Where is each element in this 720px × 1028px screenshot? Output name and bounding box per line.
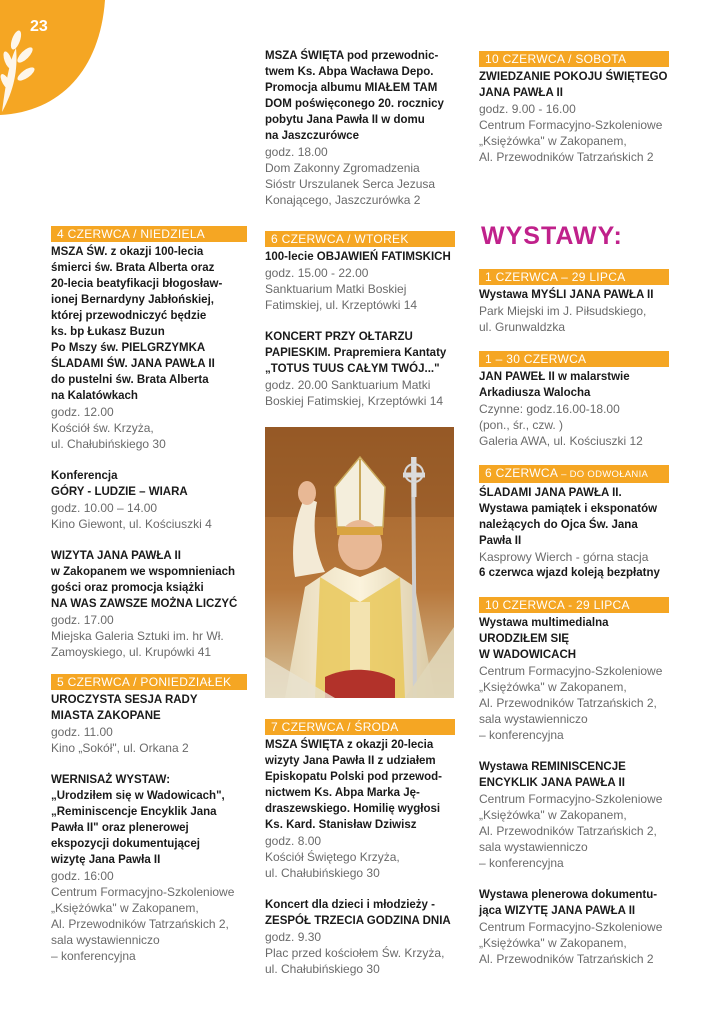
event: [51, 548, 247, 660]
event: [51, 692, 247, 756]
event-title: WERNISAŻ WYSTAW: „Urodziłem się w Wadowicach", „Reminiscencje Encyklik Jana Pawła II" oraz plenerowej ekspozycji dokumentującej wizytę Jana Pawła II: [51, 774, 225, 866]
event-title: JAN PAWEŁ II w malarstwie Arkadiusza Walocha: [479, 371, 630, 399]
event-details: Park Miejski im J. Piłsudskiego, ul. Grunwaldzka: [479, 304, 647, 334]
date-bar: 10 CZERWCA - 29 LIPCA: [479, 597, 669, 615]
event-title: Wystawa MYŚLI JANA PAWŁA II: [479, 289, 654, 301]
event: [479, 615, 669, 743]
corner-decoration: [0, 0, 105, 115]
event-details: godz. 17.00 Miejska Galeria Sztuki im. hr Wł. Zamoyskiego, ul. Krupówki 41: [51, 613, 224, 659]
event-details: godz. 9.00 - 16.00 Centrum Formacyjno-Szkoleniowe „Księżówka" w Zakopanem, Al. Przewodników Tatrzańskich 2: [479, 102, 663, 164]
event: [265, 737, 455, 881]
event: [265, 48, 465, 208]
date-bar: 4 CZERWCA / NIEDZIELA: [51, 226, 247, 244]
event-details: godz. 9.30 Plac przed kościołem Św. Krzyża, ul. Chałubińskiego 30: [265, 930, 445, 976]
event-title: Wystawa multimedialna URODZIŁEM SIĘ W WADOWICACH: [479, 617, 609, 661]
event-details: Centrum Formacyjno-Szkoleniowe „Księżówka" w Zakopanem, Al. Przewodników Tatrzańskich 2, sala wystawienniczo – konferencyjna: [479, 792, 663, 870]
column-2: [265, 48, 465, 208]
event-details: Kasprowy Wierch - górna stacja: [479, 550, 649, 564]
event-title: MSZA ŚWIĘTA pod przewodnic- twem Ks. Abpa Wacława Depo. Promocja albumu MIAŁEM TAM DOM poświęconego 20. rocznicy pobytu Jana Pawła II w domu na Jaszczurówce: [265, 50, 444, 142]
event: [479, 759, 669, 871]
event-title: ŚLADAMI JANA PAWŁA II. Wystawa pamiątek i eksponatów należących do Ojca Św. Jana Pawła II: [479, 487, 658, 547]
event-details: Centrum Formacyjno-Szkoleniowe „Księżówka" w Zakopanem, Al. Przewodników Tatrzańskich 2, sala wystawienniczo – konferencyjna: [479, 664, 663, 742]
date-bar: 7 CZERWCA / ŚRODA: [265, 719, 455, 737]
event-title: MSZA ŚWIĘTA z okazji 20-lecia wizyty Jana Pawła II z udziałem Episkopatu Polski pod przewod- nictwem Ks. Abpa Marka Ję- draszewskiego. Homilię wygłosi Ks. Kard. Stanisław Dziwisz: [265, 739, 442, 831]
event: [51, 468, 247, 532]
event-title: MSZA ŚW. z okazji 100-lecia śmierci św. Brata Alberta oraz 20-lecia beatyfikacji błogosław- ionej Bernardyny Jabłońskiej, której przewodniczyć będzie ks. bp Łukasz Buzun Po Mszy św. PIELGRZYMKA ŚLADAMI ŚW. JANA PAWŁA II do pustelni św. Brata Alberta na Kalatówkach: [51, 246, 223, 402]
column-3-exhibitions: [479, 269, 669, 967]
event-title: UROCZYSTA SESJA RADY MIASTA ZAKOPANE: [51, 694, 198, 722]
event-details: Centrum Formacyjno-Szkoleniowe „Księżówka" w Zakopanem, Al. Przewodników Tatrzańskich 2: [479, 920, 663, 966]
event-title: KONCERT PRZY OŁTARZU PAPIESKIM. Prapremiera Kantaty „TOTUS TUUS CAŁYM TWÓJ...": [265, 331, 447, 375]
date-bar-main: 6 CZERWCA: [485, 466, 559, 480]
event: [51, 244, 247, 452]
date-bar: 5 CZERWCA / PONIEDZIAŁEK: [51, 674, 247, 692]
event: [479, 485, 669, 581]
event: [265, 249, 455, 313]
date-bar: [479, 465, 669, 485]
event-details: godz. 20.00 Sanktuarium Matki Boskiej Fatimskiej, Krzeptówki 14: [265, 378, 444, 408]
event: [479, 369, 669, 449]
event-details: godz. 8.00 Kościół Świętego Krzyża, ul. Chałubińskiego 30: [265, 834, 400, 880]
event-title: WIZYTA JANA PAWŁA II w Zakopanem we wspomnieniach gości oraz promocja książki NA WAS ZAWSZE MOŻNA LICZYĆ: [51, 550, 238, 610]
event-title: ZWIEDZANIE POKOJU ŚWIĘTEGO JANA PAWŁA II: [479, 71, 668, 99]
exhibitions-heading: WYSTAWY:: [481, 222, 623, 250]
date-bar: 1 – 30 CZERWCA: [479, 351, 669, 369]
event-details: godz. 15.00 - 22.00 Sanktuarium Matki Boskiej Fatimskiej, ul. Krzeptówki 14: [265, 266, 418, 312]
date-bar: 6 CZERWCA / WTOREK: [265, 231, 455, 249]
event: [479, 887, 669, 967]
event-details: godz. 18.00 Dom Zakonny Zgromadzenia Sióstr Urszulanek Serca Jezusa Konającego, Jaszczurówka 2: [265, 145, 436, 207]
date-bar: 1 CZERWCA – 29 LIPCA: [479, 269, 669, 287]
event-title: Konferencja GÓRY - LUDZIE – WIARA: [51, 470, 188, 498]
column-3: [479, 51, 669, 165]
column-2-bottom: [265, 719, 455, 977]
event-title: Wystawa REMINISCENCJE ENCYKLIK JANA PAWŁA II: [479, 761, 626, 789]
event-note: 6 czerwca wjazd koleją bezpłatny: [479, 567, 660, 579]
date-bar-suffix: – DO ODWOŁANIA: [558, 469, 649, 480]
pope-photo: [265, 427, 454, 698]
event: [51, 772, 247, 964]
event-details: Czynne: godz.16.00-18.00 (pon., śr., czw. ) Galeria AWA, ul. Kościuszki 12: [479, 402, 643, 448]
event-details: godz. 16:00 Centrum Formacyjno-Szkoleniowe „Księżówka" w Zakopanem, Al. Przewodników Tatrzańskich 2, sala wystawienniczo – konferencyjna: [51, 869, 235, 963]
event-title: Koncert dla dzieci i młodzieży - ZESPÓŁ TRZECIA GODZINA DNIA: [265, 899, 451, 927]
event: [265, 329, 455, 409]
event-details: godz. 10.00 – 14.00 Kino Giewont, ul. Kościuszki 4: [51, 501, 212, 531]
event-title: Wystawa plenerowa dokumentu- jąca WIZYTĘ JANA PAWŁA II: [479, 889, 658, 917]
event: [265, 897, 455, 977]
page-number: 23: [30, 18, 48, 35]
column-1: [51, 226, 247, 964]
date-bar: 10 CZERWCA / SOBOTA: [479, 51, 669, 69]
event-title: 100-lecie OBJAWIEŃ FATIMSKICH: [265, 251, 451, 263]
event: [479, 287, 669, 335]
event: [479, 69, 669, 165]
event-details: godz. 12.00 Kościół św. Krzyża, ul. Chałubińskiego 30: [51, 405, 166, 451]
event-details: godz. 11.00 Kino „Sokół", ul. Orkana 2: [51, 725, 189, 755]
column-2-lower: [265, 231, 455, 409]
